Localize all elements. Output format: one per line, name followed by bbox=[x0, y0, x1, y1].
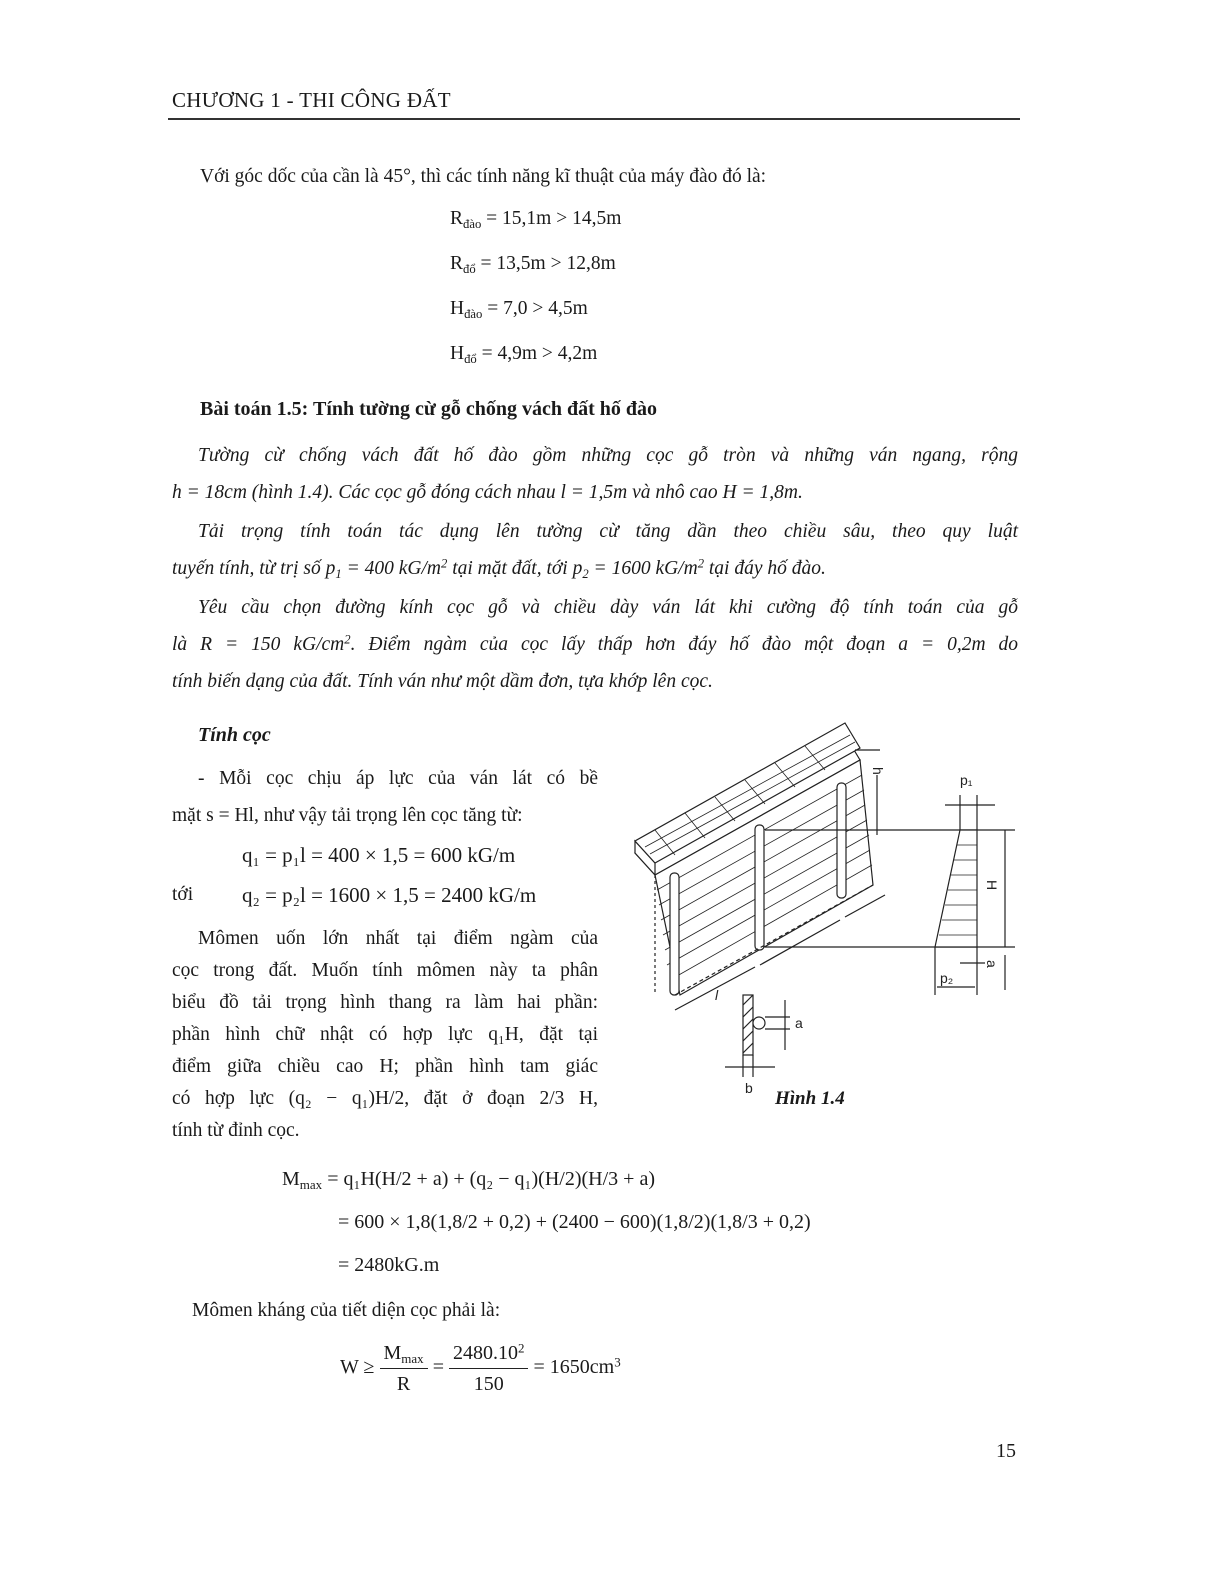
problem-title: Bài toán 1.5: Tính tường cừ gỗ chống vách đất hố đào bbox=[200, 398, 658, 420]
spec-h-dao: $H_{đào} = 7,0 > 4,5m$ bbox=[450, 298, 588, 321]
chapter-header: CHƯƠNG 1 - THI CÔNG ĐẤT bbox=[172, 88, 451, 112]
figure-caption: Hình 1.4 bbox=[775, 1088, 845, 1109]
frac-2480-150: $\frac{2480.10^2}{150}$ bbox=[449, 1338, 529, 1399]
label-p1: p₁ bbox=[960, 772, 973, 788]
section-p2-line4: phần hình chữ nhật có hợp lực q₁H, đặt tại bbox=[172, 1024, 598, 1045]
section-p2-line5: điểm giữa chiều cao H; phần hình tam giác bbox=[172, 1056, 598, 1077]
section-p2-line2: cọc trong đất. Muốn tính mômen này ta phân bbox=[172, 960, 598, 981]
resist-intro: Mômen kháng của tiết diện cọc phải là: bbox=[192, 1300, 501, 1321]
figure-1-4 bbox=[615, 705, 1025, 1105]
resist-formula: W ≥ $\frac{M_{max}}{R}$ = $\frac{2480.10^2}{150}$ = $1650cm^3$ bbox=[340, 1338, 621, 1399]
para3-line1: Yêu cầu chọn đường kính cọc gỗ và chiều dày ván lát khi cường độ tính toán của gỗ bbox=[198, 597, 1018, 618]
label-h: h bbox=[870, 767, 886, 775]
page-number: 15 bbox=[996, 1440, 1016, 1462]
section-title: Tính cọc bbox=[198, 724, 271, 746]
moment-eq-line1: $M_{max} = q_1H(H/2 + a) + (q_2 - q_1)(H/2)(H/3 + a)$ bbox=[282, 1168, 655, 1192]
section-p2-line3: biểu đồ tải trọng hình thang ra làm hai phần: bbox=[172, 992, 598, 1013]
label-l: l bbox=[715, 987, 719, 1003]
section-p1-line2: mặt s = Hl, như vậy tải trọng lên cọc tăng từ: bbox=[172, 805, 523, 826]
label-a-section: a bbox=[795, 1015, 803, 1031]
label-a: a bbox=[984, 960, 1000, 968]
section-p1-line1: - Mỗi cọc chịu áp lực của ván lát có bề bbox=[198, 768, 598, 789]
spec-r-do: $R_{đổ} = 13,5m > 12,8m$ bbox=[450, 253, 616, 276]
spec-h-do: $H_{đổ} = 4,9m > 4,2m$ bbox=[450, 343, 598, 366]
spec-r-dao: $R_{đào} = 15,1m > 14,5m$ bbox=[450, 208, 622, 231]
section-p2-line6: có hợp lực (q₂ − q₁)H/2, đặt ở đoạn 2/3 H, bbox=[172, 1088, 598, 1109]
section-p2-line1: Mômen uốn lớn nhất tại điểm ngàm của bbox=[198, 928, 598, 949]
eq-q2: q₂ = p₂l = 1600 × 1,5 = 2400 kG/m bbox=[242, 883, 537, 907]
para1-line2: h = 18cm (hình 1.4). Các cọc gỗ đóng cách nhau l = 1,5m và nhô cao H = 1,8m. bbox=[172, 482, 803, 503]
header-rule bbox=[168, 118, 1020, 120]
para2-line2: tuyến tính, từ trị số $p_1 = 400$ $kG/m^2$ tại mặt đất, tới $p_2 = 1600$ $kG/m^2$ tại đáy hố đào. bbox=[172, 556, 826, 581]
eq-q1: q₁ = p₁l = 400 × 1,5 = 600 kG/m bbox=[242, 843, 516, 867]
label-p2: p₂ bbox=[940, 970, 954, 986]
toi-label: tới bbox=[172, 884, 194, 905]
frac-mmax-r: $\frac{M_{max}}{R}$ bbox=[380, 1338, 428, 1399]
intro-line: Với góc dốc của cần là 45°, thì các tính năng kĩ thuật của máy đào đó là: bbox=[200, 166, 767, 187]
para3-line2: là R = 150 $kG/cm^2$. Điểm ngàm của cọc lấy thấp hơn đáy hố đào một đoạn a = 0,2m do bbox=[172, 632, 1019, 655]
moment-eq-line2: = 600 × 1,8(1,8/2 + 0,2) + (2400 − 600)(1,8/2)(1,8/3 + 0,2) bbox=[338, 1211, 811, 1233]
para3-line3: tính biến dạng của đất. Tính ván như một dầm đơn, tựa khớp lên cọc. bbox=[172, 671, 713, 692]
para1-line1: Tường cừ chống vách đất hố đào gồm những cọc gỗ tròn và những ván ngang, rộng bbox=[198, 445, 1018, 466]
label-b: b bbox=[745, 1080, 753, 1096]
para2-line1: Tải trọng tính toán tác dụng lên tường cừ tăng dần theo chiều sâu, theo quy luật bbox=[198, 521, 1018, 542]
section-p2-line7: tính từ đỉnh cọc. bbox=[172, 1120, 300, 1141]
label-H: H bbox=[984, 880, 1000, 891]
moment-eq-line3: = 2480kG.m bbox=[338, 1254, 440, 1276]
